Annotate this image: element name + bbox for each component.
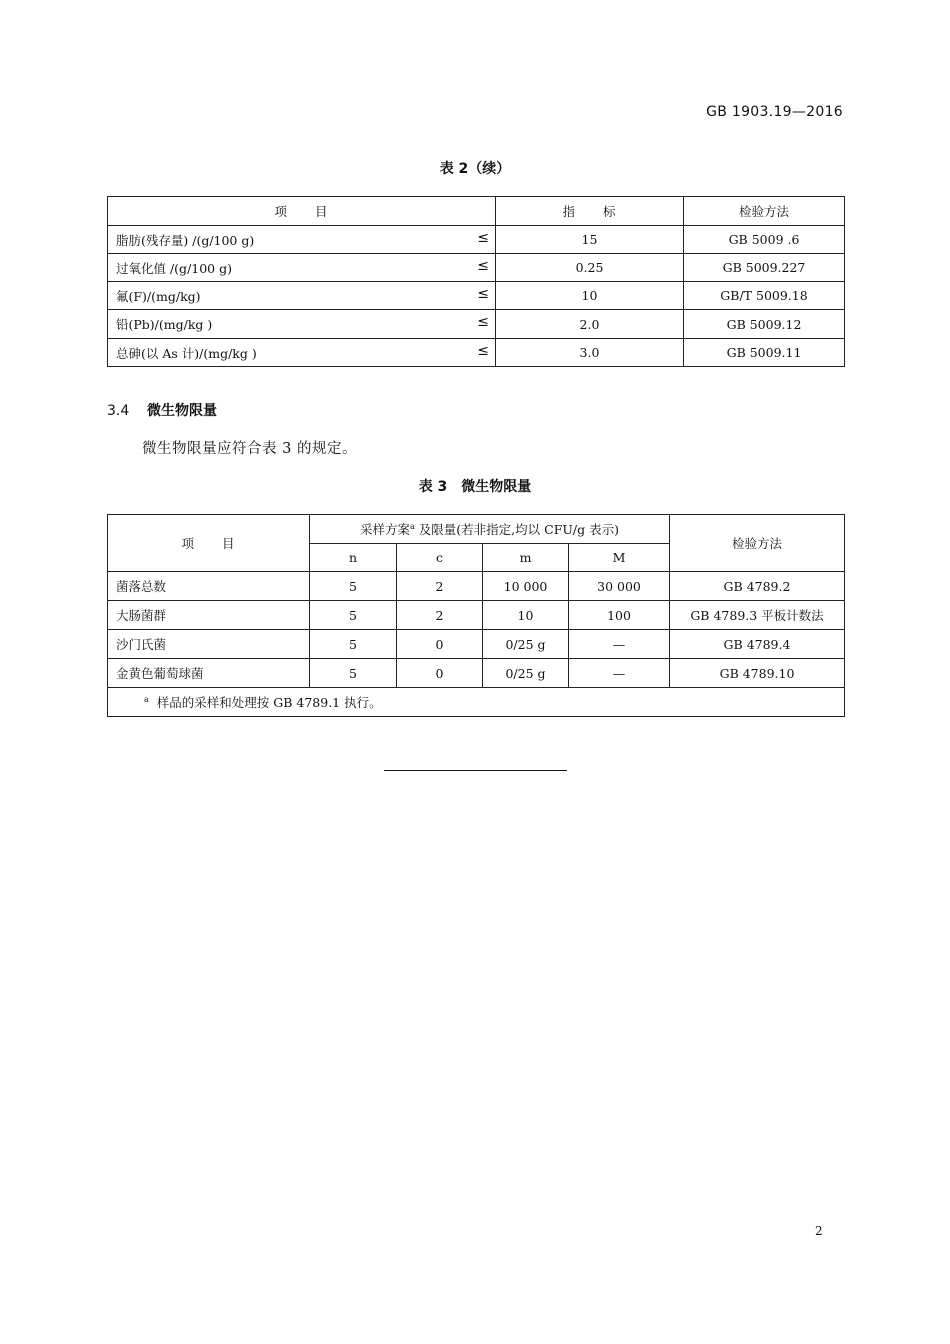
subheader-c: c — [397, 544, 483, 572]
table-row — [108, 226, 845, 254]
table2-cell-value: 10 — [496, 282, 684, 310]
footnote-text: 样品的采样和处理按 GB 4789.1 执行。 — [156, 695, 382, 710]
subheader-m: m — [483, 544, 569, 572]
table3-cell-item: 金黄色葡萄球菌 — [108, 659, 310, 688]
table3-cell-M: 100 — [569, 601, 670, 630]
page-number: 2 — [815, 1224, 823, 1238]
table2-cell-value: 2.0 — [496, 310, 684, 339]
table3 — [107, 514, 845, 717]
table2-cell-value: 15 — [496, 226, 684, 254]
table3-cell-method: GB 4789.10 — [670, 659, 845, 688]
table3-cell-method: GB 4789.2 — [670, 572, 845, 601]
subheader-M: M — [569, 544, 670, 572]
table2-cell-item — [108, 282, 496, 310]
table3-cell-n: 5 — [310, 659, 397, 688]
plan-suffix: 及限量(若非指定,均以 CFU/g 表示) — [414, 522, 619, 537]
table2-cell-method: GB 5009.227 — [684, 254, 845, 282]
table2-header-row — [108, 197, 845, 226]
table2-header-method: 检验方法 — [684, 197, 845, 226]
table3-footnote-row — [108, 688, 845, 717]
table2-header-value: 指 标 — [496, 197, 684, 226]
table3-cell-n: 5 — [310, 572, 397, 601]
table3-cell-M: — — [569, 630, 670, 659]
table-row — [108, 659, 845, 688]
table2-caption: 表 2（续） — [439, 161, 511, 177]
item-text: 氟(F)/(mg/kg) — [116, 288, 201, 304]
table3-cell-c: 2 — [397, 601, 483, 630]
leq-symbol: ≤ — [477, 342, 489, 359]
table2-cell-item — [108, 339, 496, 367]
table3-header-row — [108, 515, 845, 544]
end-rule — [384, 770, 567, 771]
section-number: 3.4 — [107, 403, 130, 419]
table3-cell-m: 10 — [483, 601, 569, 630]
leq-symbol: ≤ — [477, 314, 489, 330]
leq-symbol: ≤ — [477, 285, 489, 302]
table3-cell-method: GB 4789.4 — [670, 630, 845, 659]
table2-cell-value: 3.0 — [496, 339, 684, 367]
table3-cell-method: GB 4789.3 平板计数法 — [670, 601, 845, 630]
leq-symbol: ≤ — [477, 229, 489, 246]
table-row — [108, 310, 845, 339]
table-row — [108, 572, 845, 601]
section-heading — [107, 400, 217, 420]
table3-cell-m: 0/25 g — [483, 630, 569, 659]
table3-header-method: 检验方法 — [670, 515, 845, 572]
table2-cell-item — [108, 226, 496, 254]
table3-cell-m: 0/25 g — [483, 659, 569, 688]
item-text: 铅(Pb)/(mg/kg ) — [116, 317, 213, 332]
item-text: 脂肪(残存量) /(g/100 g) — [116, 232, 255, 248]
table-row — [108, 630, 845, 659]
table3-cell-item: 菌落总数 — [108, 572, 310, 601]
plan-prefix: 采样方案 — [360, 522, 411, 537]
table3-cell-M: — — [569, 659, 670, 688]
table3-cell-c: 0 — [397, 630, 483, 659]
table3-cell-n: 5 — [310, 601, 397, 630]
table3-footnote — [108, 688, 845, 717]
table2-cell-method: GB 5009.11 — [684, 339, 845, 367]
item-text: 总砷(以 As 计)/(mg/kg ) — [116, 345, 257, 361]
table2-cell-method: GB 5009.12 — [684, 310, 845, 339]
table-row — [108, 254, 845, 282]
footnote-ref: a — [410, 521, 415, 531]
subheader-n: n — [310, 544, 397, 572]
item-text: 过氧化值 /(g/100 g) — [116, 260, 232, 276]
table2 — [107, 196, 845, 367]
table2-header-item: 项 目 — [108, 197, 496, 226]
table3-header-item: 项 目 — [108, 515, 310, 572]
table3-cell-item: 大肠菌群 — [108, 601, 310, 630]
table-row — [108, 601, 845, 630]
table2-cell-item — [108, 310, 496, 339]
table2-cell-method: GB 5009 .6 — [684, 226, 845, 254]
table3-caption: 表 3 微生物限量 — [418, 479, 532, 495]
table3-header-plan — [310, 515, 670, 544]
table3-cell-M: 30 000 — [569, 572, 670, 601]
table2-cell-method: GB/T 5009.18 — [684, 282, 845, 310]
table3-cell-c: 0 — [397, 659, 483, 688]
section-title: 微生物限量 — [147, 403, 217, 419]
leq-symbol: ≤ — [477, 257, 489, 274]
footnote-mark: a — [144, 694, 149, 704]
table-row — [108, 339, 845, 367]
table-row — [108, 282, 845, 310]
standard-number: GB 1903.19—2016 — [706, 104, 843, 120]
table3-cell-m: 10 000 — [483, 572, 569, 601]
table3-cell-item: 沙门氏菌 — [108, 630, 310, 659]
table2-cell-item — [108, 254, 496, 282]
table2-cell-value: 0.25 — [496, 254, 684, 282]
table3-cell-n: 5 — [310, 630, 397, 659]
table3-cell-c: 2 — [397, 572, 483, 601]
section-paragraph: 微生物限量应符合表 3 的规定。 — [142, 441, 357, 457]
